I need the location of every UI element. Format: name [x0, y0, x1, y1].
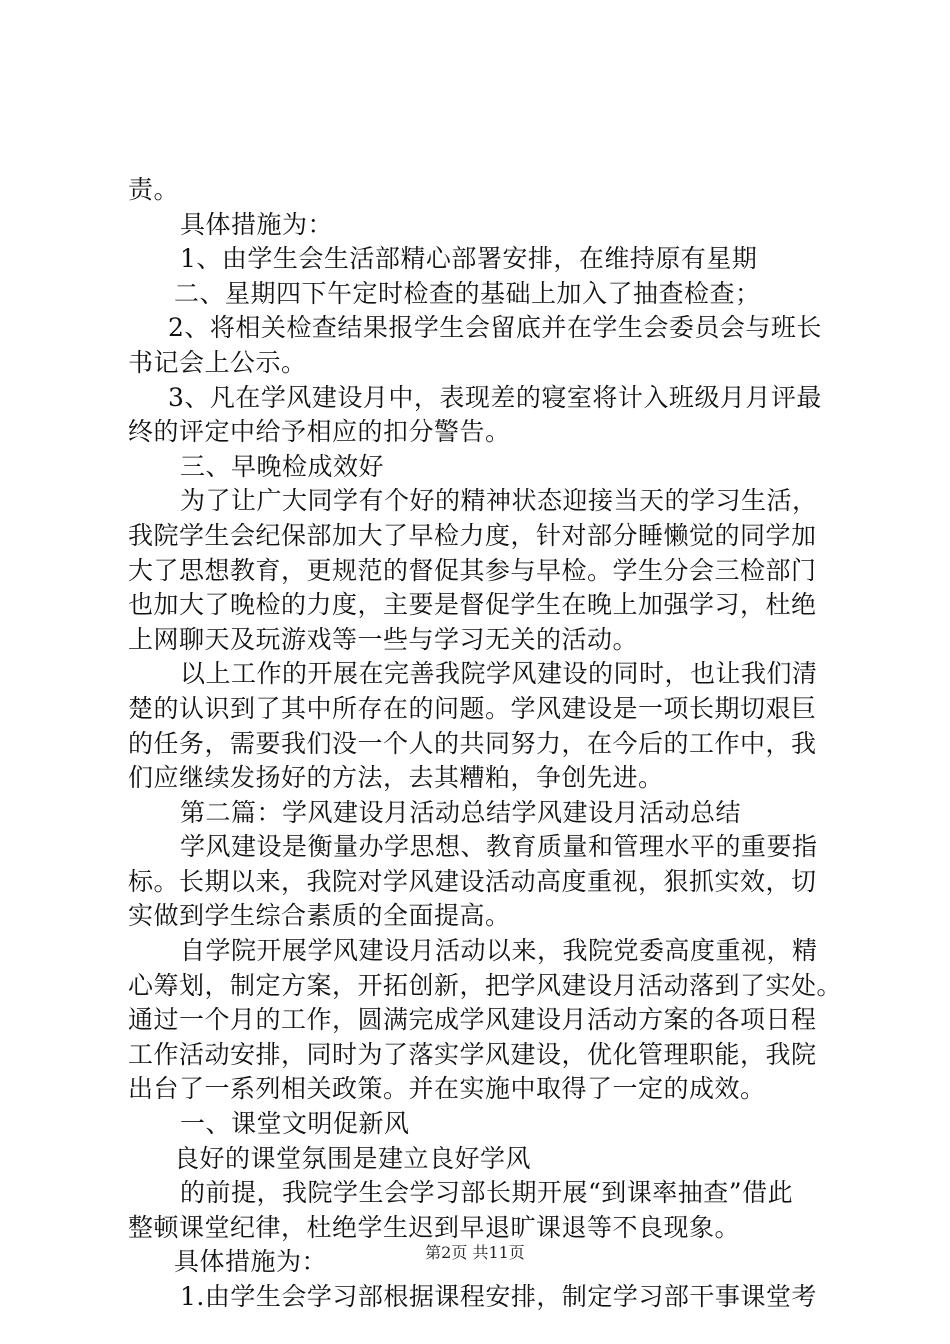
text-line: 3、凡在学风建设月中，表现差的寝室将计入班级月月评最: [168, 382, 822, 412]
text-line: 实做到学生综合素质的全面提高。: [128, 901, 511, 931]
text-line: 自学院开展学风建设月活动以来，我院党委高度重视，精: [180, 936, 818, 966]
text-line: 具体措施为：: [174, 1247, 328, 1277]
text-line: 的前提，我院学生会学习部长期开展“到课率抽查”借此: [180, 1178, 794, 1208]
section-heading: 一、课堂文明促新风: [180, 1109, 410, 1139]
text-line: 具体措施为：: [180, 209, 334, 239]
text-line: 书记会上公示。: [128, 347, 307, 377]
text-line: 2、将相关检查结果报学生会留底并在学生会委员会与班长: [168, 313, 822, 343]
text-line: 我院学生会纪保部加大了早检力度，针对部分睡懒觉的同学加: [128, 520, 817, 550]
text-line: 学风建设是衡量办学思想、教育质量和管理水平的重要指: [180, 832, 818, 862]
text-line: 标。长期以来，我院对学风建设活动高度重视，狠抓实效，切: [128, 866, 817, 896]
document-body: [128, 173, 843, 1315]
text-line: 出台了一系列相关政策。并在实施中取得了一定的成效。: [128, 1074, 766, 1104]
section-heading: 第二篇：学风建设月活动总结学风建设月活动总结: [180, 797, 742, 827]
text-line: 二、星期四下午定时检查的基础上加入了抽查检查；: [174, 278, 761, 308]
text-line: 为了让广大同学有个好的精神状态迎接当天的学习生活，: [180, 486, 818, 516]
text-line: 1、由学生会生活部精心部署安排，在维持原有星期: [180, 244, 758, 274]
text-line: 也加大了晚检的力度，主要是督促学生在晚上加强学习，杜绝: [128, 590, 817, 620]
text-line: 大了思想教育，更规范的督促其参与早检。学生分会三检部门: [128, 555, 817, 585]
text-line: 三、早晚检成效好: [180, 451, 385, 481]
text-line: 良好的课堂氛围是建立良好学风: [174, 1143, 532, 1173]
text-line: 终的评定中给予相应的扣分警告。: [128, 417, 511, 447]
text-line: 楚的认识到了其中所存在的问题。学风建设是一项长期切艰巨: [128, 693, 817, 723]
text-line: 通过一个月的工作，圆满完成学风建设月活动方案的各项日程: [128, 1005, 817, 1035]
page-number-footer: 第2页 共11页: [425, 1243, 525, 1262]
text-line: 责。: [128, 175, 180, 204]
text-line: 的任务，需要我们没一个人的共同努力，在今后的工作中，我: [128, 728, 817, 758]
text-line: 以上工作的开展在完善我院学风建设的同时，也让我们清: [180, 659, 818, 689]
text-line: 1.由学生会学习部根据课程安排，制定学习部干事课堂考: [180, 1282, 817, 1311]
text-line: 们应继续发扬好的方法，去其糟粕，争创先进。: [128, 763, 664, 793]
text-line: 上网聊天及玩游戏等一些与学习无关的活动。: [128, 624, 639, 654]
text-line: 心筹划，制定方案，开拓创新，把学风建设月活动落到了实处。: [128, 970, 843, 1000]
text-line: 整顿课堂纪律，杜绝学生迟到早退旷课退等不良现象。: [128, 1212, 741, 1242]
text-line: 工作活动安排，同时为了落实学风建设，优化管理职能，我院: [128, 1039, 817, 1069]
